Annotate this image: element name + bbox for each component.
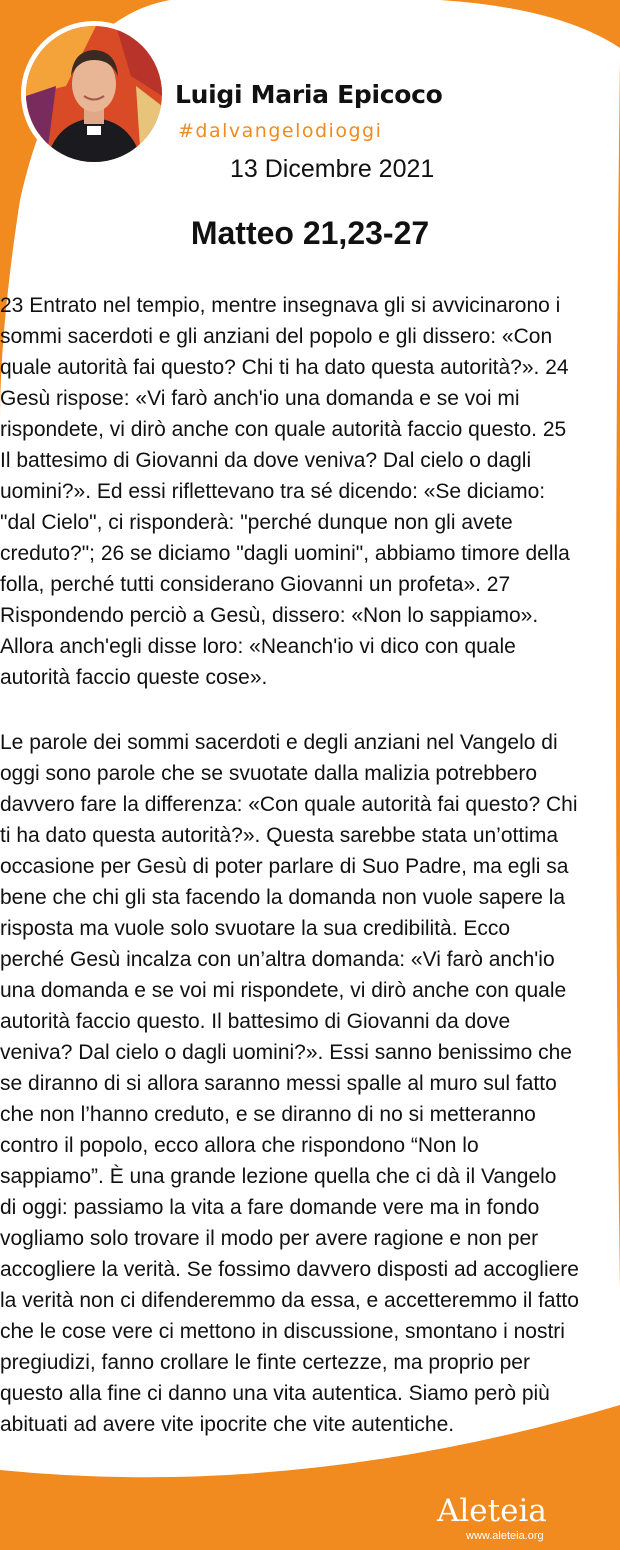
commentary-line: sappiamo”. È una grande lezione quella che ci dà il Vangelo xyxy=(0,1165,557,1188)
gospel-line: autorità faccio queste cose». xyxy=(0,666,268,689)
commentary-line: davvero fare la differenza: «Con quale autorità fai questo? Chi xyxy=(0,793,578,816)
gospel-passage xyxy=(0,290,620,693)
commentary-line: abituati ad avere vite ipocrite che vite autentiche. xyxy=(0,1413,455,1436)
gospel-line: folla, perché tutti considerano Giovanni un profeta». 27 xyxy=(0,573,511,596)
commentary-line: contro il popolo, ecco allora che rispondono “Non lo xyxy=(0,1134,479,1157)
top-right-orange-wave xyxy=(440,0,620,48)
gospel-line: Allora anch'egli disse loro: «Neanch'io vi dico con quale xyxy=(0,635,516,658)
aleteia-logo: Aleteia xyxy=(437,1493,547,1529)
gospel-line: "dal Cielo", ci risponderà: "perché dunque non gli avete xyxy=(0,511,513,534)
commentary-line: bene che chi gli sta facendo la domanda non vuole sapere la xyxy=(0,886,566,909)
commentary-line: perché Gesù incalza con un’altra domanda: «Vi farò anch'io xyxy=(0,948,555,971)
author-avatar xyxy=(26,26,162,162)
commentary-line: Le parole dei sommi sacerdoti e degli anziani nel Vangelo di xyxy=(0,731,558,754)
commentary-line: risposta ma vuole solo svuotare la sua credibilità. Ecco xyxy=(0,917,511,940)
commentary-line: ti ha dato questa autorità?». Questa sarebbe stata un’ottima xyxy=(0,824,559,847)
gospel-line: Rispondendo perciò a Gesù, dissero: «Non lo sappiamo». xyxy=(0,604,539,627)
commentary-line: accogliere la verità. Se fossimo davvero disposti ad accogliere xyxy=(0,1258,579,1281)
gospel-line: Gesù rispose: «Vi farò anch'io una domanda e se voi mi xyxy=(0,387,520,410)
publication-date: 13 Dicembre 2021 xyxy=(230,155,435,183)
commentary-line: veniva? Dal cielo o dagli uomini?». Essi sanno benissimo che xyxy=(0,1041,572,1064)
commentary-line: oggi sono parole che se svuotate dalla malizia potrebbero xyxy=(0,762,538,785)
gospel-line: rispondete, vi dirò anche con quale autorità faccio questo. 25 xyxy=(0,418,567,441)
commentary-line: occasione per Gesù di poter parlare di Suo Padre, ma egli sa xyxy=(0,855,569,878)
commentary-line: vogliamo solo trovare il modo per avere ragione e non per xyxy=(0,1227,539,1250)
commentary-line: pregiudizi, fanno crollare le finte certezze, ma proprio per xyxy=(0,1351,530,1374)
commentary-text xyxy=(0,727,620,1440)
gospel-line: creduto?"; 26 se diciamo "dagli uomini", abbiamo timore della xyxy=(0,542,570,565)
aleteia-url: www.aleteia.org xyxy=(466,1530,544,1542)
gospel-line: sommi sacerdoti e gli anziani del popolo e gli dissero: «Con xyxy=(0,325,553,348)
author-name: Luigi Maria Epicoco xyxy=(175,80,443,109)
commentary-line: che non l’hanno creduto, e se diranno di no si metteranno xyxy=(0,1103,536,1126)
commentary-line: se diranno di si allora saranno messi spalle al muro sul fatto xyxy=(0,1072,557,1095)
gospel-line: uomini?». Ed essi riflettevano tra sé dicendo: «Se diciamo: xyxy=(0,480,546,503)
commentary-line: la verità non ci difenderemmo da essa, e accetteremmo il fatto xyxy=(0,1289,579,1312)
commentary-line: autorità faccio questo. Il battesimo di Giovanni da dove xyxy=(0,1010,511,1033)
commentary-line: questo alla fine ci danno una vita autentica. Siamo però più xyxy=(0,1382,550,1405)
gospel-line: 23 Entrato nel tempio, mentre insegnava gli si avvicinarono i xyxy=(0,294,561,317)
commentary-line: una domanda e se voi mi rispondete, vi dirò anche con quale xyxy=(0,979,567,1002)
gospel-line: Il battesimo di Giovanni da dove veniva? Dal cielo o dagli xyxy=(0,449,532,472)
gospel-reference-title: Matteo 21,23-27 xyxy=(190,215,430,251)
commentary-line: che le cose vere ci mettono in discussione, smontano i nostri xyxy=(0,1320,565,1343)
hashtag: #dalvangelodioggi xyxy=(178,120,383,142)
commentary-line: di oggi: passiamo la vita a fare domande vere ma in fondo xyxy=(0,1196,540,1219)
gospel-line: quale autorità fai questo? Chi ti ha dato questa autorità?». 24 xyxy=(0,356,569,379)
